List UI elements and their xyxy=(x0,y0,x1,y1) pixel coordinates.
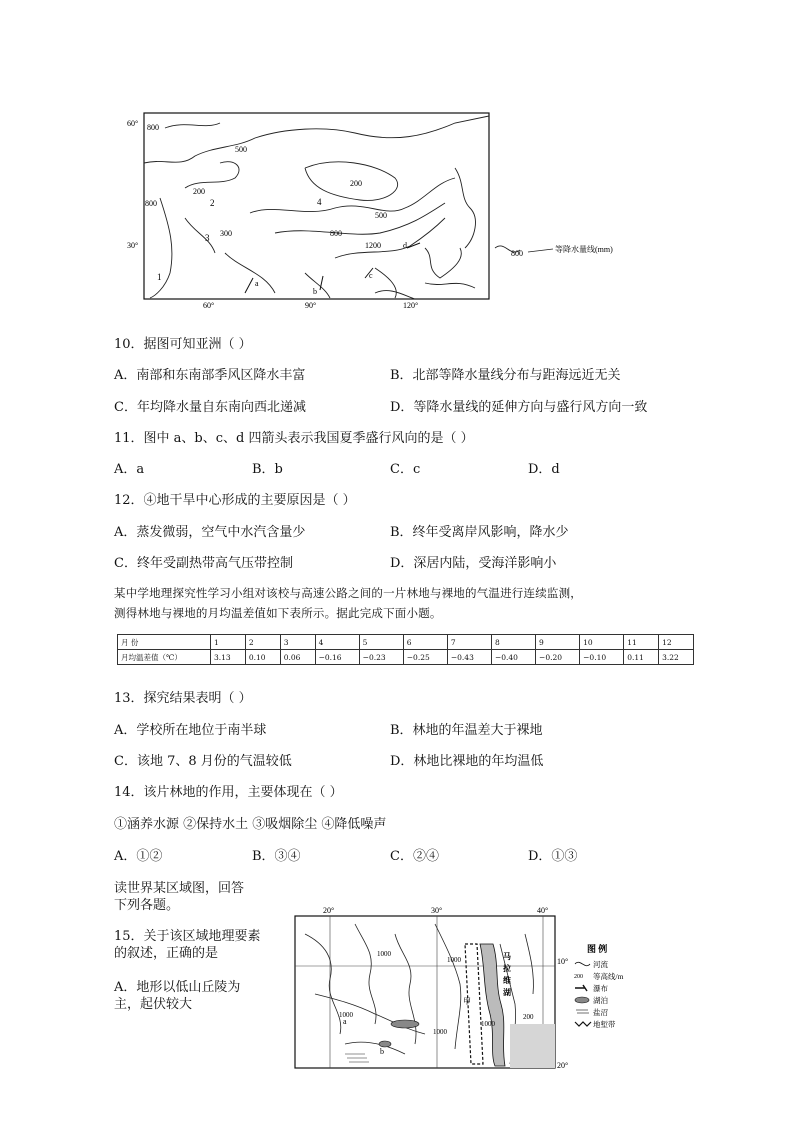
region-4: 4 xyxy=(317,197,322,207)
contour-1000-a: 1000 xyxy=(377,950,391,958)
q12-option-d[interactable]: D．深居内陆，受海洋影响小 xyxy=(390,556,557,571)
table-cell: 9 xyxy=(536,635,580,650)
region-3: 3 xyxy=(205,233,210,243)
lake-name-2: 拉 xyxy=(503,964,511,973)
table-header-month: 月 份 xyxy=(118,635,211,650)
contour-1000-d: 1000 xyxy=(433,1028,447,1036)
lon-30-label: 30° xyxy=(431,906,443,915)
q10-option-b[interactable]: B．北部等降水量线分布与距海远近无关 xyxy=(390,368,621,383)
q14-items: ①涵养水源 ②保持水土 ③吸烟除尘 ④降低噪声 xyxy=(114,817,387,832)
legend-river: 河流 xyxy=(593,960,608,969)
arrow-c-label: c xyxy=(369,271,373,280)
q10-option-a[interactable]: A．南部和东南部季风区降水丰富 xyxy=(114,368,306,383)
lon-120-label: 120° xyxy=(403,301,419,308)
passage-line-1: 某中学地理探究性学习小组对该校与高速公路之间的一片林地与裸地的气温进行连续监测， xyxy=(114,586,582,600)
arrow-a-label: a xyxy=(255,279,259,288)
table-cell: −0.23 xyxy=(359,650,403,665)
q11-option-b[interactable]: B．b xyxy=(252,462,283,477)
q14-option-d[interactable]: D．①③ xyxy=(528,849,578,864)
table-cell: 5 xyxy=(359,635,403,650)
q15-option-a-line-2[interactable]: 主，起伏较大 xyxy=(114,997,193,1012)
lake-name-1: 马 xyxy=(503,952,511,961)
q11-stem: 11．图中 a、b、c、d 四箭头表示我国夏季盛行风向的是（ ） xyxy=(114,431,474,446)
isoline-800-c: 800 xyxy=(330,229,342,238)
q14-stem: 14．该片林地的作用，主要体现在（ ） xyxy=(114,785,343,800)
intro2-line-1: 读世界某区域图，回答 xyxy=(114,881,245,896)
isoline-800-nw: 800 xyxy=(147,123,159,132)
q10-option-c[interactable]: C．年均降水量自东南向西北递减 xyxy=(114,400,306,415)
temperature-difference-table xyxy=(117,634,694,665)
contour-200: 200 xyxy=(523,1013,534,1021)
isoline-200-a: 200 xyxy=(193,187,205,196)
q13-option-a[interactable]: A．学校所在地位于南半球 xyxy=(114,723,267,738)
lake-malawi-shape xyxy=(480,944,505,1066)
q10-stem: 10．据图可知亚洲（ ） xyxy=(114,337,252,352)
region-2: 2 xyxy=(210,198,215,208)
lon-20-label: 20° xyxy=(323,906,335,915)
table-cell: −0.16 xyxy=(315,650,359,665)
table-cell: −0.43 xyxy=(447,650,491,665)
arrow-d-label: d xyxy=(403,241,407,250)
lon-40-label: 40° xyxy=(537,906,549,915)
table-cell: 0.10 xyxy=(245,650,280,665)
legend-title: 图 例 xyxy=(587,944,608,954)
q13-option-c[interactable]: C．该地 7、8 月份的气温较低 xyxy=(114,754,292,769)
isoline-800-w: 800 xyxy=(145,199,157,208)
table-cell: 6 xyxy=(403,635,447,650)
table-cell: −0.10 xyxy=(580,650,624,665)
q14-option-a[interactable]: A．①② xyxy=(114,849,163,864)
q13-option-b[interactable]: B．林地的年温差大于裸地 xyxy=(390,723,543,738)
label-b: b xyxy=(380,1047,384,1056)
q13-option-d[interactable]: D．林地比裸地的年均温低 xyxy=(390,754,544,769)
legend-label: 等降水量线(mm) xyxy=(555,245,613,254)
isoline-500-b: 500 xyxy=(375,211,387,220)
legend-rift-symbol xyxy=(575,1022,591,1026)
contour-1000-e: 1000 xyxy=(481,1020,495,1028)
table-cell: −0.25 xyxy=(403,650,447,665)
isoline-300: 300 xyxy=(220,229,232,238)
passage-line-2: 测得林地与裸地的月均温差值如下表所示。据此完成下面小题。 xyxy=(114,606,442,620)
q12-option-b[interactable]: B．终年受离岸风影响，降水少 xyxy=(390,525,569,540)
legend-rift: 地堑带 xyxy=(593,1020,616,1029)
table-cell: 2 xyxy=(245,635,280,650)
table-cell: 0.11 xyxy=(624,650,659,665)
q11-option-d[interactable]: D．d xyxy=(528,462,560,477)
q15-option-a-line-1[interactable]: A．地形以低山丘陵为 xyxy=(114,980,241,995)
q11-option-a[interactable]: A．a xyxy=(114,462,145,477)
legend-river-symbol xyxy=(575,962,590,965)
legend-lake: 湖泊 xyxy=(593,996,608,1005)
legend-value: 800 xyxy=(511,249,523,258)
arrow-b-label: b xyxy=(313,287,317,296)
intro2-line-2: 下列各题。 xyxy=(114,898,180,913)
legend-contour: 等高线/m xyxy=(593,972,624,981)
asia-precipitation-map xyxy=(125,108,625,308)
table-cell: 11 xyxy=(624,635,659,650)
table-cell: 8 xyxy=(491,635,535,650)
legend-waterfall: 瀑布 xyxy=(593,984,608,993)
lat-60-label: 60° xyxy=(127,119,139,128)
lake-name-3: 维 xyxy=(503,976,511,985)
isoline-1200: 1200 xyxy=(365,241,381,250)
region-1: 1 xyxy=(157,272,162,282)
label-jia: 甲 xyxy=(463,997,471,1006)
q12-option-c[interactable]: C．终年受副热带高气压带控制 xyxy=(114,556,293,571)
lat-30-label: 30° xyxy=(127,241,139,250)
q14-option-b[interactable]: B．③④ xyxy=(252,849,301,864)
table-cell: 1 xyxy=(211,635,246,650)
east-africa-map xyxy=(285,904,670,1076)
table-cell: −0.20 xyxy=(536,650,580,665)
q13-stem: 13．探究结果表明（ ） xyxy=(114,691,252,706)
q11-option-c[interactable]: C．c xyxy=(390,462,421,477)
contour-1000-c: 1000 xyxy=(339,1011,353,1019)
legend-contour-value: 200 xyxy=(574,974,583,980)
lon-60-label: 60° xyxy=(203,301,215,308)
lake-name-4: 湖 xyxy=(503,988,511,997)
table-cell: 3.13 xyxy=(211,650,246,665)
contour-1000-b: 1000 xyxy=(447,956,461,964)
legend-waterfall-symbol xyxy=(575,985,587,991)
table-cell: 7 xyxy=(447,635,491,650)
legend-marsh-symbol xyxy=(576,1010,589,1013)
table-cell: 10 xyxy=(580,635,624,650)
table-cell: 3.22 xyxy=(659,650,694,665)
table-cell: 0.06 xyxy=(280,650,315,665)
table-row-values xyxy=(118,650,694,665)
q15-stem-line-1: 15．关于该区域地理要素 xyxy=(114,929,261,944)
q10-option-d[interactable]: D．等降水量线的延伸方向与盛行风方向一致 xyxy=(390,400,648,415)
q15-stem-line-2: 的叙述，正确的是 xyxy=(114,946,219,961)
table-cell: 3 xyxy=(280,635,315,650)
table-header-value: 月均温差值（℃） xyxy=(118,650,211,665)
label-a: a xyxy=(343,1017,347,1026)
table-cell: −0.40 xyxy=(491,650,535,665)
isoline-200-b: 200 xyxy=(350,179,362,188)
legend-marsh: 盐沼 xyxy=(593,1008,608,1017)
q14-option-c[interactable]: C．②④ xyxy=(390,849,439,864)
q12-stem: 12．④地干旱中心形成的主要原因是（ ） xyxy=(114,493,356,508)
isoline-500: 500 xyxy=(235,145,247,154)
lat-10-label: 10° xyxy=(557,957,569,966)
q12-option-a[interactable]: A．蒸发微弱，空气中水汽含量少 xyxy=(114,525,306,540)
table-cell: 12 xyxy=(659,635,694,650)
table-cell: 4 xyxy=(315,635,359,650)
table-row-months xyxy=(118,635,694,650)
lat-20-label: 20° xyxy=(557,1061,569,1070)
legend-lake-symbol xyxy=(575,997,589,1003)
lon-90-label: 90° xyxy=(305,301,317,308)
